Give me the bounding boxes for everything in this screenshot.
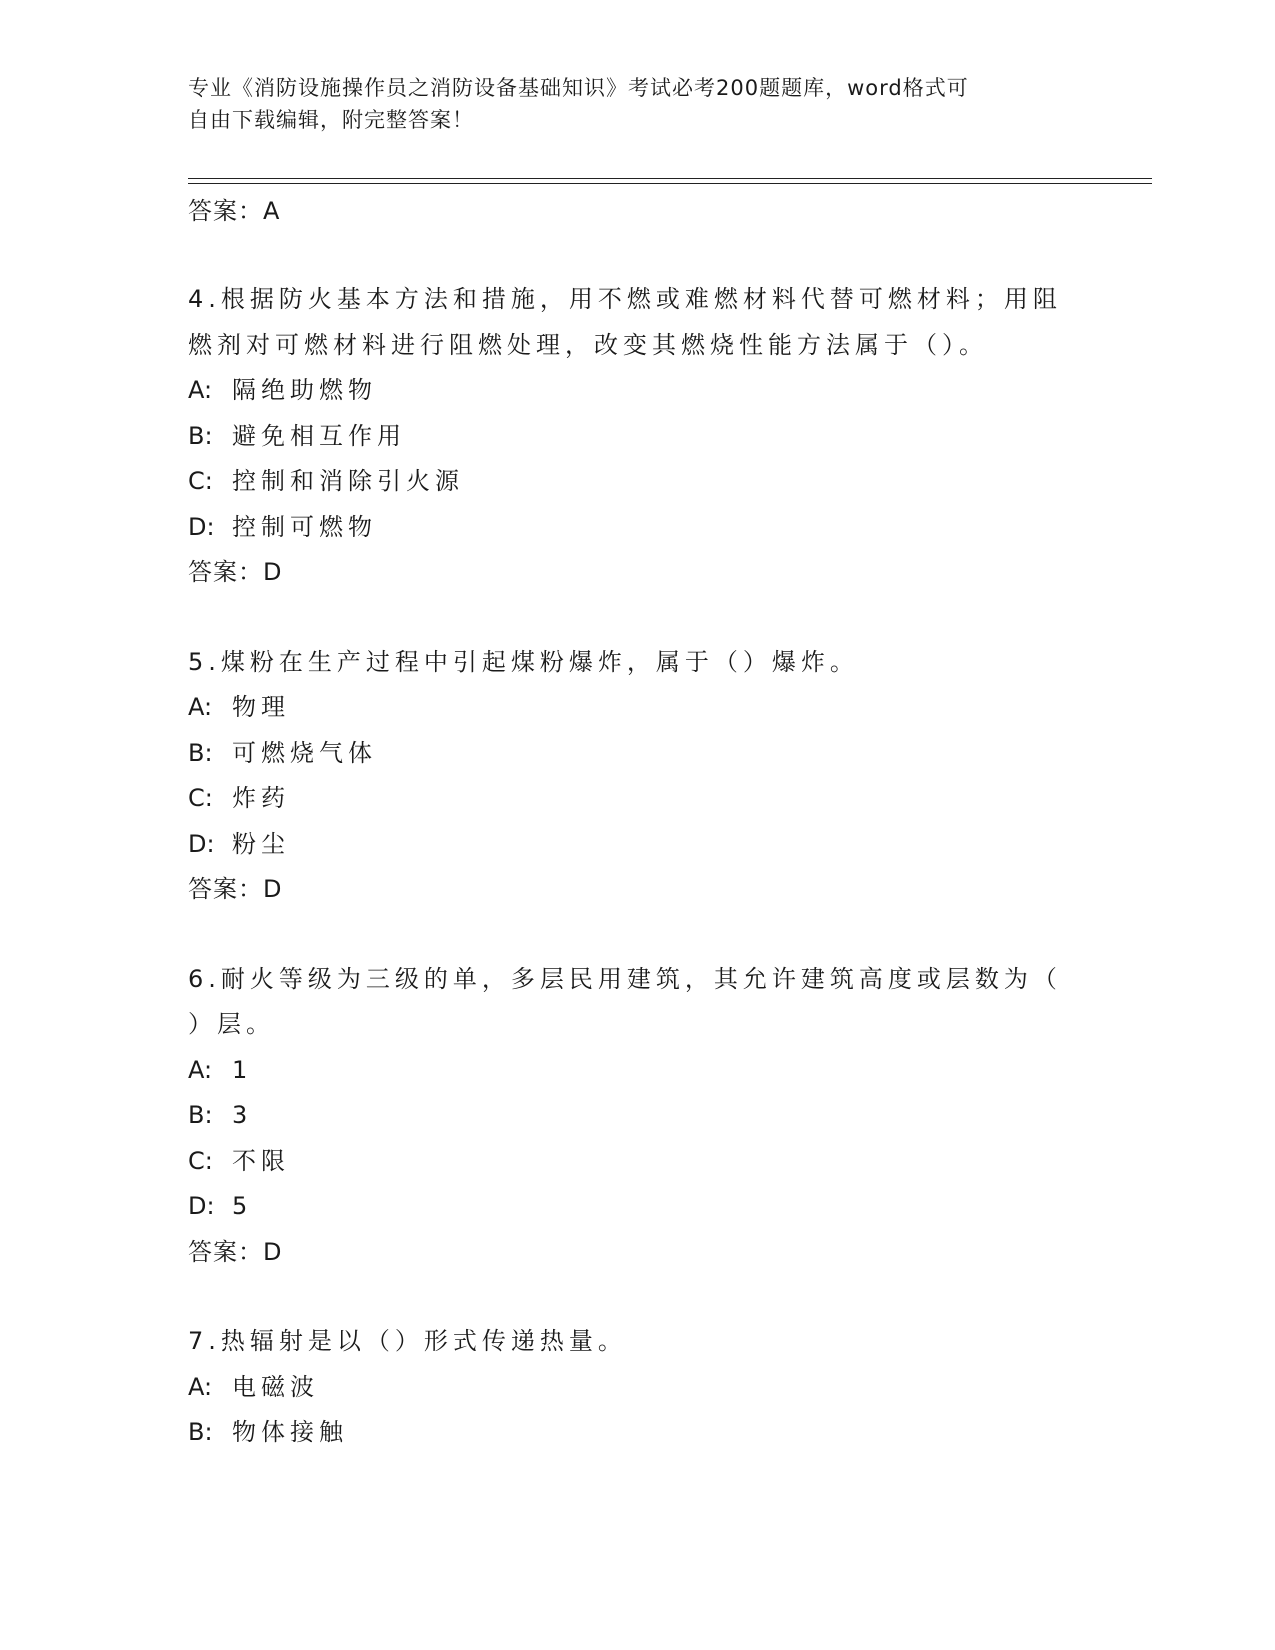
- option-letter: B:: [188, 1101, 213, 1129]
- document-header: [188, 72, 1068, 136]
- option-letter: B:: [188, 738, 213, 767]
- question-text: [188, 1319, 1068, 1365]
- option-a: [188, 368, 1068, 414]
- header-divider-bottom: [188, 183, 1152, 184]
- answer: 答案：D: [188, 558, 283, 586]
- question-number: 6.: [188, 964, 221, 993]
- option-letter: A:: [188, 376, 213, 404]
- question-text-line-1: 煤粉在生产过程中引起煤粉爆炸，属于（）爆炸。: [220, 647, 859, 676]
- option-b: [188, 1093, 1068, 1139]
- option-b: [188, 1410, 1068, 1456]
- question-number: 7.: [188, 1327, 221, 1355]
- option-text: 1: [232, 1055, 253, 1084]
- option-letter: D:: [188, 829, 215, 858]
- option-letter: C:: [188, 1146, 213, 1175]
- option-letter: A:: [188, 1055, 213, 1084]
- option-text: 炸药: [232, 784, 290, 812]
- option-c: [188, 459, 1068, 505]
- question-list: [188, 188, 1068, 1456]
- question-text: [188, 957, 1068, 1003]
- header-divider-top: [188, 178, 1152, 179]
- option-c: [188, 1139, 1068, 1185]
- previous-answer: 答案：A: [188, 197, 281, 225]
- question-4: [188, 277, 1068, 596]
- option-text: 不限: [232, 1146, 290, 1175]
- option-letter: A:: [188, 693, 213, 721]
- option-text: 可燃烧气体: [232, 738, 377, 767]
- option-letter: B:: [188, 421, 213, 450]
- option-a: [188, 685, 1068, 731]
- option-text: 粉尘: [232, 829, 290, 858]
- question-5: [188, 640, 1068, 913]
- option-d: [188, 1184, 1068, 1230]
- question-6: [188, 957, 1068, 1276]
- answer: 答案：D: [188, 1237, 283, 1266]
- option-letter: B:: [188, 1418, 213, 1446]
- header-line-2: 自由下载编辑，附完整答案！: [188, 108, 474, 132]
- question-text-line-1: 根据防火基本方法和措施，用不燃或难燃材料代替可燃材料；用阻: [220, 285, 1062, 313]
- option-c: [188, 776, 1068, 822]
- question-7: [188, 1319, 1068, 1456]
- option-a: [188, 1048, 1068, 1094]
- option-letter: C:: [188, 784, 213, 812]
- option-text: 避免相互作用: [232, 421, 406, 450]
- option-letter: C:: [188, 467, 213, 495]
- answer: 答案：D: [188, 875, 283, 903]
- question-text: [188, 640, 1068, 686]
- option-text: 5: [232, 1192, 253, 1220]
- option-text: 3: [232, 1101, 253, 1129]
- question-number: 4.: [188, 285, 221, 313]
- option-text: 电磁波: [232, 1372, 319, 1401]
- option-b: [188, 414, 1068, 460]
- option-text: 控制可燃物: [232, 512, 377, 541]
- question-text-line-1: 热辐射是以（）形式传递热量。: [220, 1327, 627, 1355]
- option-text: 控制和消除引火源: [232, 467, 464, 495]
- option-a: [188, 1365, 1068, 1411]
- option-b: [188, 731, 1068, 777]
- option-d: [188, 505, 1068, 551]
- question-text-line-2: ）层。: [188, 1010, 275, 1038]
- option-d: [188, 822, 1068, 868]
- option-letter: D:: [188, 512, 215, 541]
- question-text-line-1: 耐火等级为三级的单，多层民用建筑，其允许建筑高度或层数为（: [220, 964, 1062, 993]
- option-text: 隔绝助燃物: [232, 376, 377, 404]
- option-text: 物理: [232, 693, 290, 721]
- question-text-line-2: 燃剂对可燃材料进行阻燃处理，改变其燃烧性能方法属于（）。: [188, 330, 988, 359]
- question-text: [188, 277, 1068, 323]
- header-line-1: 专业《消防设施操作员之消防设备基础知识》考试必考200题题库，word格式可: [188, 76, 969, 100]
- option-text: 物体接触: [232, 1418, 348, 1446]
- question-number: 5.: [188, 647, 221, 676]
- option-letter: A:: [188, 1372, 213, 1401]
- option-letter: D:: [188, 1192, 215, 1220]
